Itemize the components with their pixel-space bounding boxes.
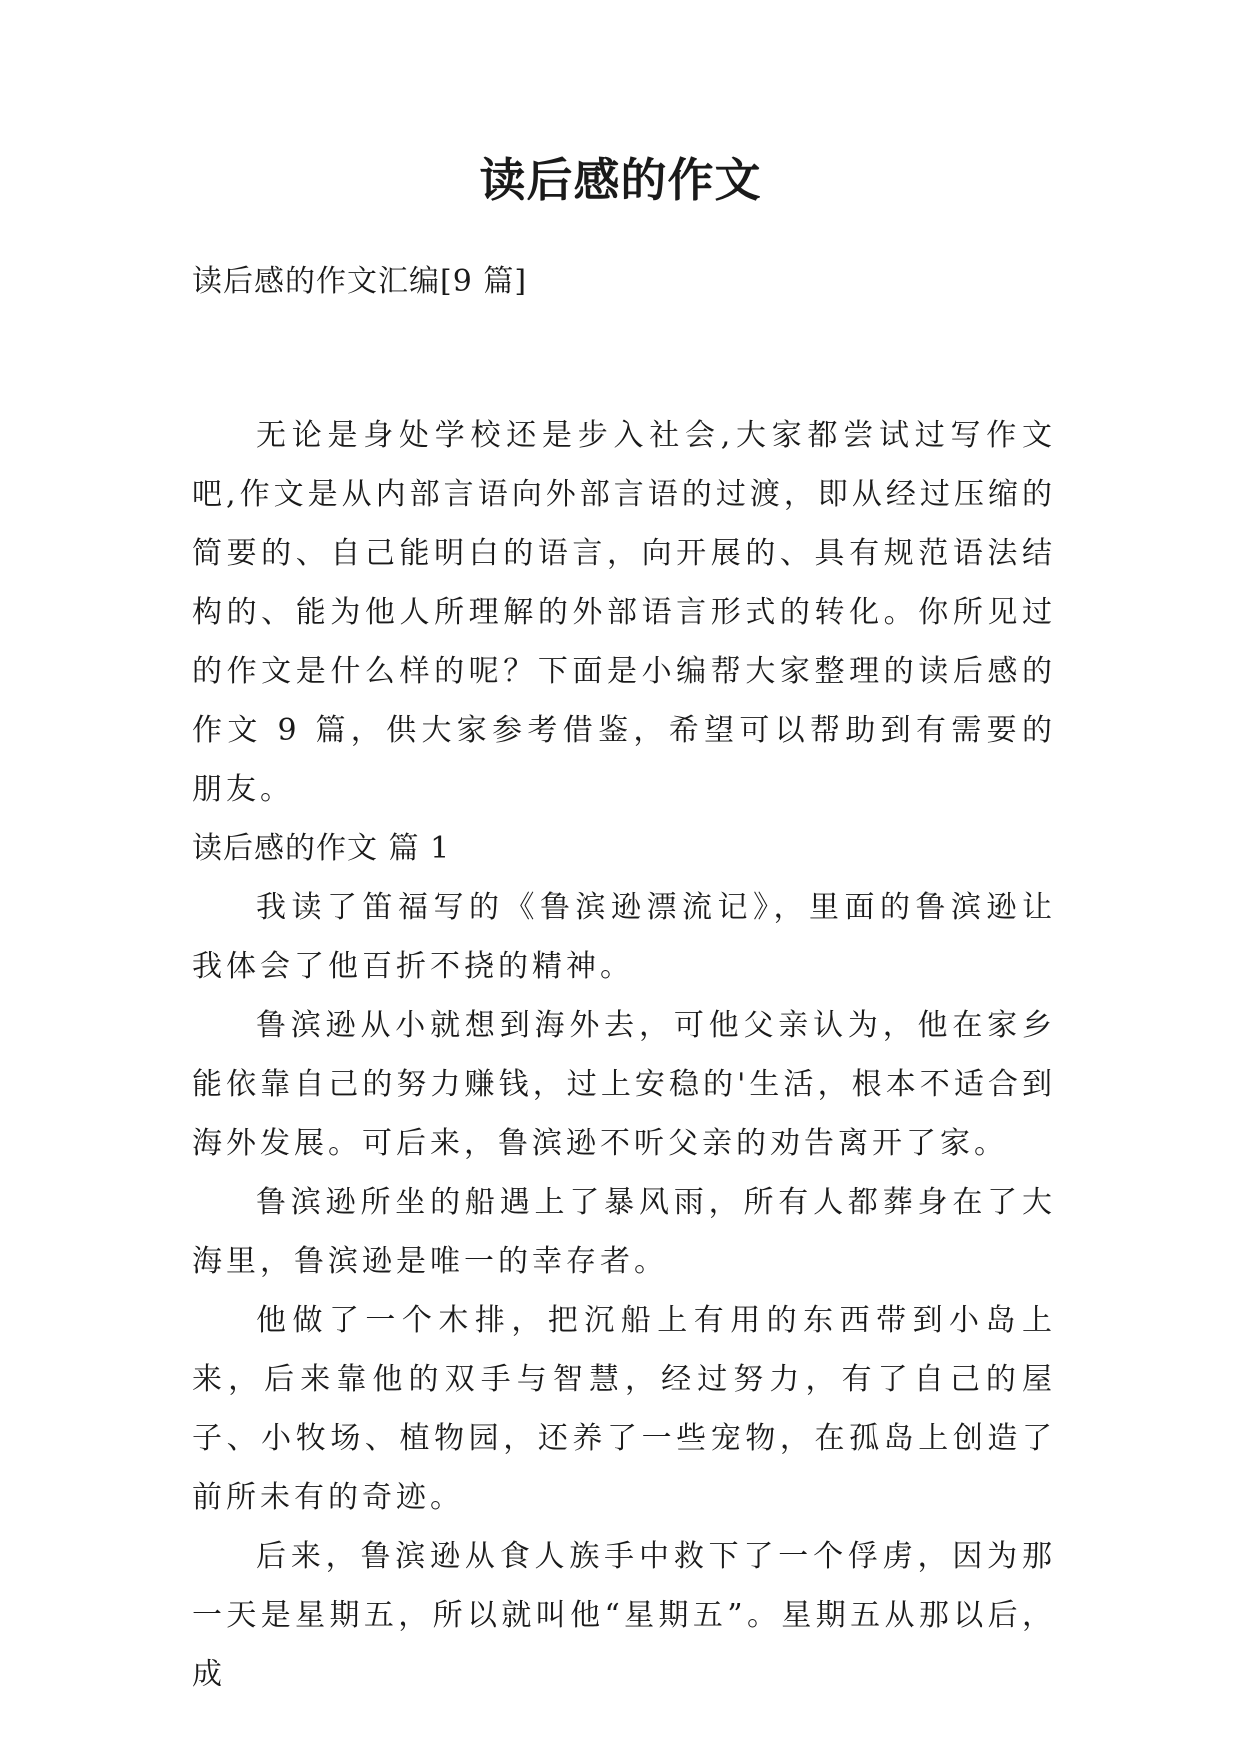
body-paragraph-1: 我读了笛福写的《鲁滨逊漂流记》，里面的鲁滨逊让我体会了他百折不挠的精神。 [192, 890, 1056, 984]
body-paragraph-5: 后来，鲁滨逊从食人族手中救下了一个俘虏，因为那一天是星期五，所以就叫他“星期五”。星期五从那以后，成 [192, 1539, 1056, 1692]
document-body [192, 406, 1056, 1704]
intro-paragraph: 无论是身处学校还是步入社会,大家都尝试过写作文吧,作文是从内部言语向外部言语的过渡，即从经过压缩的简要的、自己能明白的语言，向开展的、具有规范语法结构的、能为他人所理解的外部语言形式的转化。你所见过的作文是什么样的呢？下面是小编帮大家整理的读后感的作文 9 篇，供大家参考借鉴，希望可以帮助到有需要的朋友。 [192, 418, 1056, 807]
section-heading: 读后感的作文 篇 1 [192, 831, 451, 866]
body-paragraph-2: 鲁滨逊从小就想到海外去，可他父亲认为，他在家乡能依靠自己的努力赚钱，过上安稳的'生活，根本不适合到海外发展。可后来，鲁滨逊不听父亲的劝告离开了家。 [192, 1008, 1056, 1161]
document-subtitle: 读后感的作文汇编[9 篇] [192, 264, 528, 299]
page-title: 读后感的作文 [479, 153, 762, 207]
body-paragraph-3: 鲁滨逊所坐的船遇上了暴风雨，所有人都葬身在了大海里，鲁滨逊是唯一的幸存者。 [192, 1185, 1056, 1279]
body-paragraph-4: 他做了一个木排，把沉船上有用的东西带到小岛上来，后来靠他的双手与智慧，经过努力，有了自己的屋子、小牧场、植物园，还养了一些宠物，在孤岛上创造了前所未有的奇迹。 [192, 1303, 1056, 1515]
